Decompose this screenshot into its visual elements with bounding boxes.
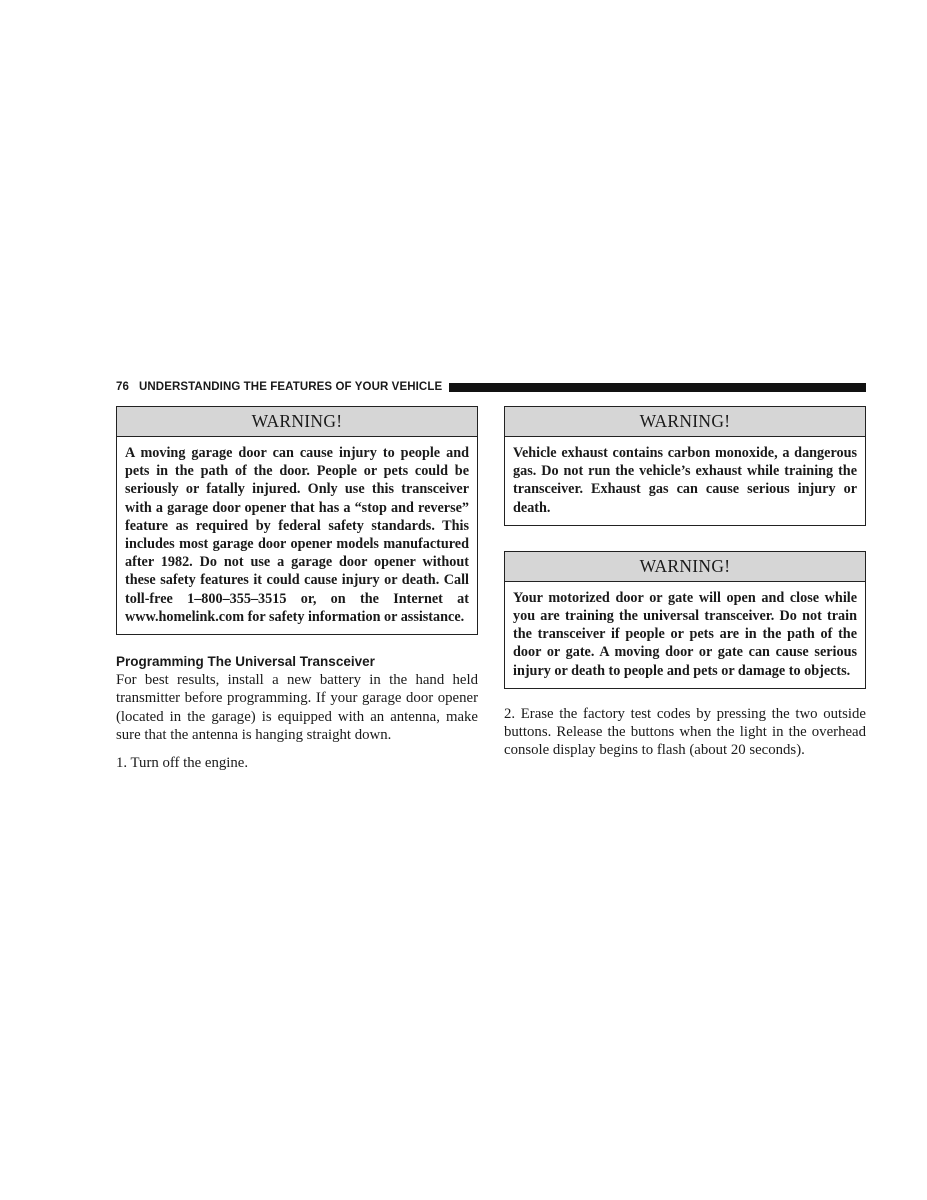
step-2: 2. Erase the factory test codes by pressing the two outside buttons. Release the buttons when the light in the overhead console display begins to flash (about 20 seconds). [504, 705, 866, 759]
warning-text: Your motorized door or gate will open and close while you are training the universal transceiver. Do not train the transceiver if people or pets are in the path of the door or gate. A moving door or gate can cause serious injury or death to people and pets or damage to objects. [513, 589, 857, 679]
section-title: UNDERSTANDING THE FEATURES OF YOUR VEHICLE [139, 381, 443, 393]
step-1: 1. Turn off the engine. [116, 755, 249, 772]
warning-box-motorized-door [504, 551, 866, 689]
warning-title: WARNING! [505, 552, 865, 582]
header-rule [449, 383, 866, 392]
intro-paragraph: For best results, install a new battery in the hand held transmitter before programming. If your garage door opener (located in the garage) is equipped with an antenna, make sure that the antenna is hanging straight down. [116, 672, 478, 743]
right-column [504, 406, 866, 760]
warning-box-garage-door [116, 406, 478, 635]
warning-text: Vehicle exhaust contains carbon monoxide, a dangerous gas. Do not run the vehicle’s exhaust while training the transceiver. Exhaust gas can cause serious injury or death. [513, 445, 857, 516]
warning-title: WARNING! [505, 407, 865, 437]
left-column [116, 406, 478, 773]
warning-box-exhaust [504, 406, 866, 526]
warning-text: A moving garage door can cause injury to people and pets in the path of the door. People or pets could be seriously or fatally injured. Only use this transceiver with a garage door opener that has a “stop and reverse” feature as required by federal safety standards. This includes most garage door opener models manufactured after 1982. Do not use a garage door opener without these safety features it could cause injury or death. Call toll-free 1–800–355–3515 or, on the Internet at www.homelink.com for safety information or assistance. [125, 445, 469, 625]
section-subheading: Programming The Universal Transceiver [116, 654, 375, 670]
page-header [116, 378, 866, 396]
page-number: 76 [116, 381, 129, 393]
warning-title: WARNING! [117, 407, 477, 437]
